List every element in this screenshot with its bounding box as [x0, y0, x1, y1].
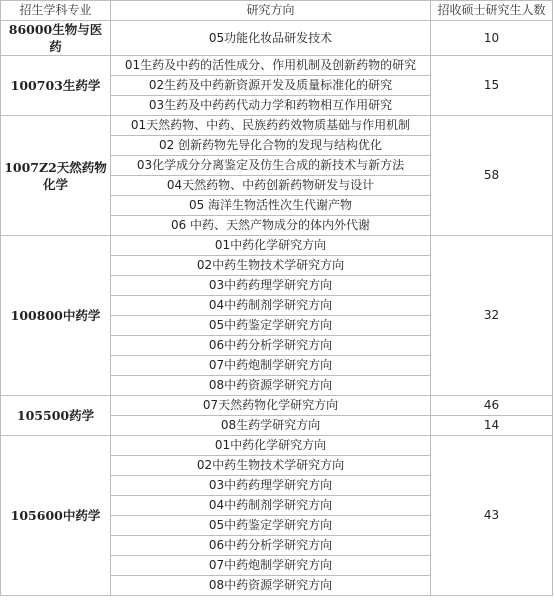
- direction-cell: 04中药制剂学研究方向: [111, 496, 431, 516]
- direction-cell: 02中药生物技术学研究方向: [111, 456, 431, 476]
- direction-cell: 07天然药物化学研究方向: [111, 396, 431, 416]
- direction-cell: 04中药制剂学研究方向: [111, 296, 431, 316]
- count-cell: 14: [431, 416, 553, 436]
- major-cell: 100703生药学: [1, 56, 111, 116]
- major-cell: 1007Z2天然药物化学: [1, 116, 111, 236]
- major-cell: 86000生物与医药: [1, 21, 111, 56]
- direction-cell: 05中药鉴定学研究方向: [111, 316, 431, 336]
- header-count: 招收硕士研究生人数: [431, 1, 553, 21]
- direction-cell: 04天然药物、中药创新药物研发与设计: [111, 176, 431, 196]
- direction-cell: 01中药化学研究方向: [111, 236, 431, 256]
- header-direction: 研究方向: [111, 1, 431, 21]
- header-major: 招生学科专业: [1, 1, 111, 21]
- direction-cell: 01中药化学研究方向: [111, 436, 431, 456]
- direction-cell: 02生药及中药新资源开发及质量标准化的研究: [111, 76, 431, 96]
- direction-cell: 08中药资源学研究方向: [111, 376, 431, 396]
- major-cell: 105500药学: [1, 396, 111, 436]
- count-cell: 58: [431, 116, 553, 236]
- direction-cell: 05 海洋生物活性次生代谢产物: [111, 196, 431, 216]
- count-cell: 43: [431, 436, 553, 596]
- direction-cell: 03中药药理学研究方向: [111, 476, 431, 496]
- direction-cell: 06中药分析学研究方向: [111, 336, 431, 356]
- major-cell: 105600中药学: [1, 436, 111, 596]
- direction-cell: 07中药炮制学研究方向: [111, 356, 431, 376]
- table-row: [1, 56, 553, 76]
- direction-cell: 06 中药、天然产物成分的体内外代谢: [111, 216, 431, 236]
- table-row: [1, 436, 553, 456]
- direction-cell: 05中药鉴定学研究方向: [111, 516, 431, 536]
- direction-cell: 02 创新药物先导化合物的发现与结构优化: [111, 136, 431, 156]
- direction-cell: 08生药学研究方向: [111, 416, 431, 436]
- direction-cell: 02中药生物技术学研究方向: [111, 256, 431, 276]
- count-cell: 32: [431, 236, 553, 396]
- direction-cell: 07中药炮制学研究方向: [111, 556, 431, 576]
- direction-cell: 03生药及中药药代动力学和药物相互作用研究: [111, 96, 431, 116]
- direction-cell: 06中药分析学研究方向: [111, 536, 431, 556]
- major-cell: 100800中药学: [1, 236, 111, 396]
- direction-cell: 01生药及中药的活性成分、作用机制及创新药物的研究: [111, 56, 431, 76]
- table-row: [1, 116, 553, 136]
- direction-cell: 03化学成分分离鉴定及仿生合成的新技术与新方法: [111, 156, 431, 176]
- count-cell: 46: [431, 396, 553, 416]
- direction-cell: 03中药药理学研究方向: [111, 276, 431, 296]
- direction-cell: 08中药资源学研究方向: [111, 576, 431, 596]
- table-row: [1, 21, 553, 56]
- table-row: [1, 236, 553, 256]
- direction-cell: 05功能化妆品研发技术: [111, 21, 431, 56]
- count-cell: 15: [431, 56, 553, 116]
- table-row: [1, 396, 553, 416]
- header-row: [1, 1, 553, 21]
- count-cell: 10: [431, 21, 553, 56]
- direction-cell: 01天然药物、中药、民族药药效物质基础与作用机制: [111, 116, 431, 136]
